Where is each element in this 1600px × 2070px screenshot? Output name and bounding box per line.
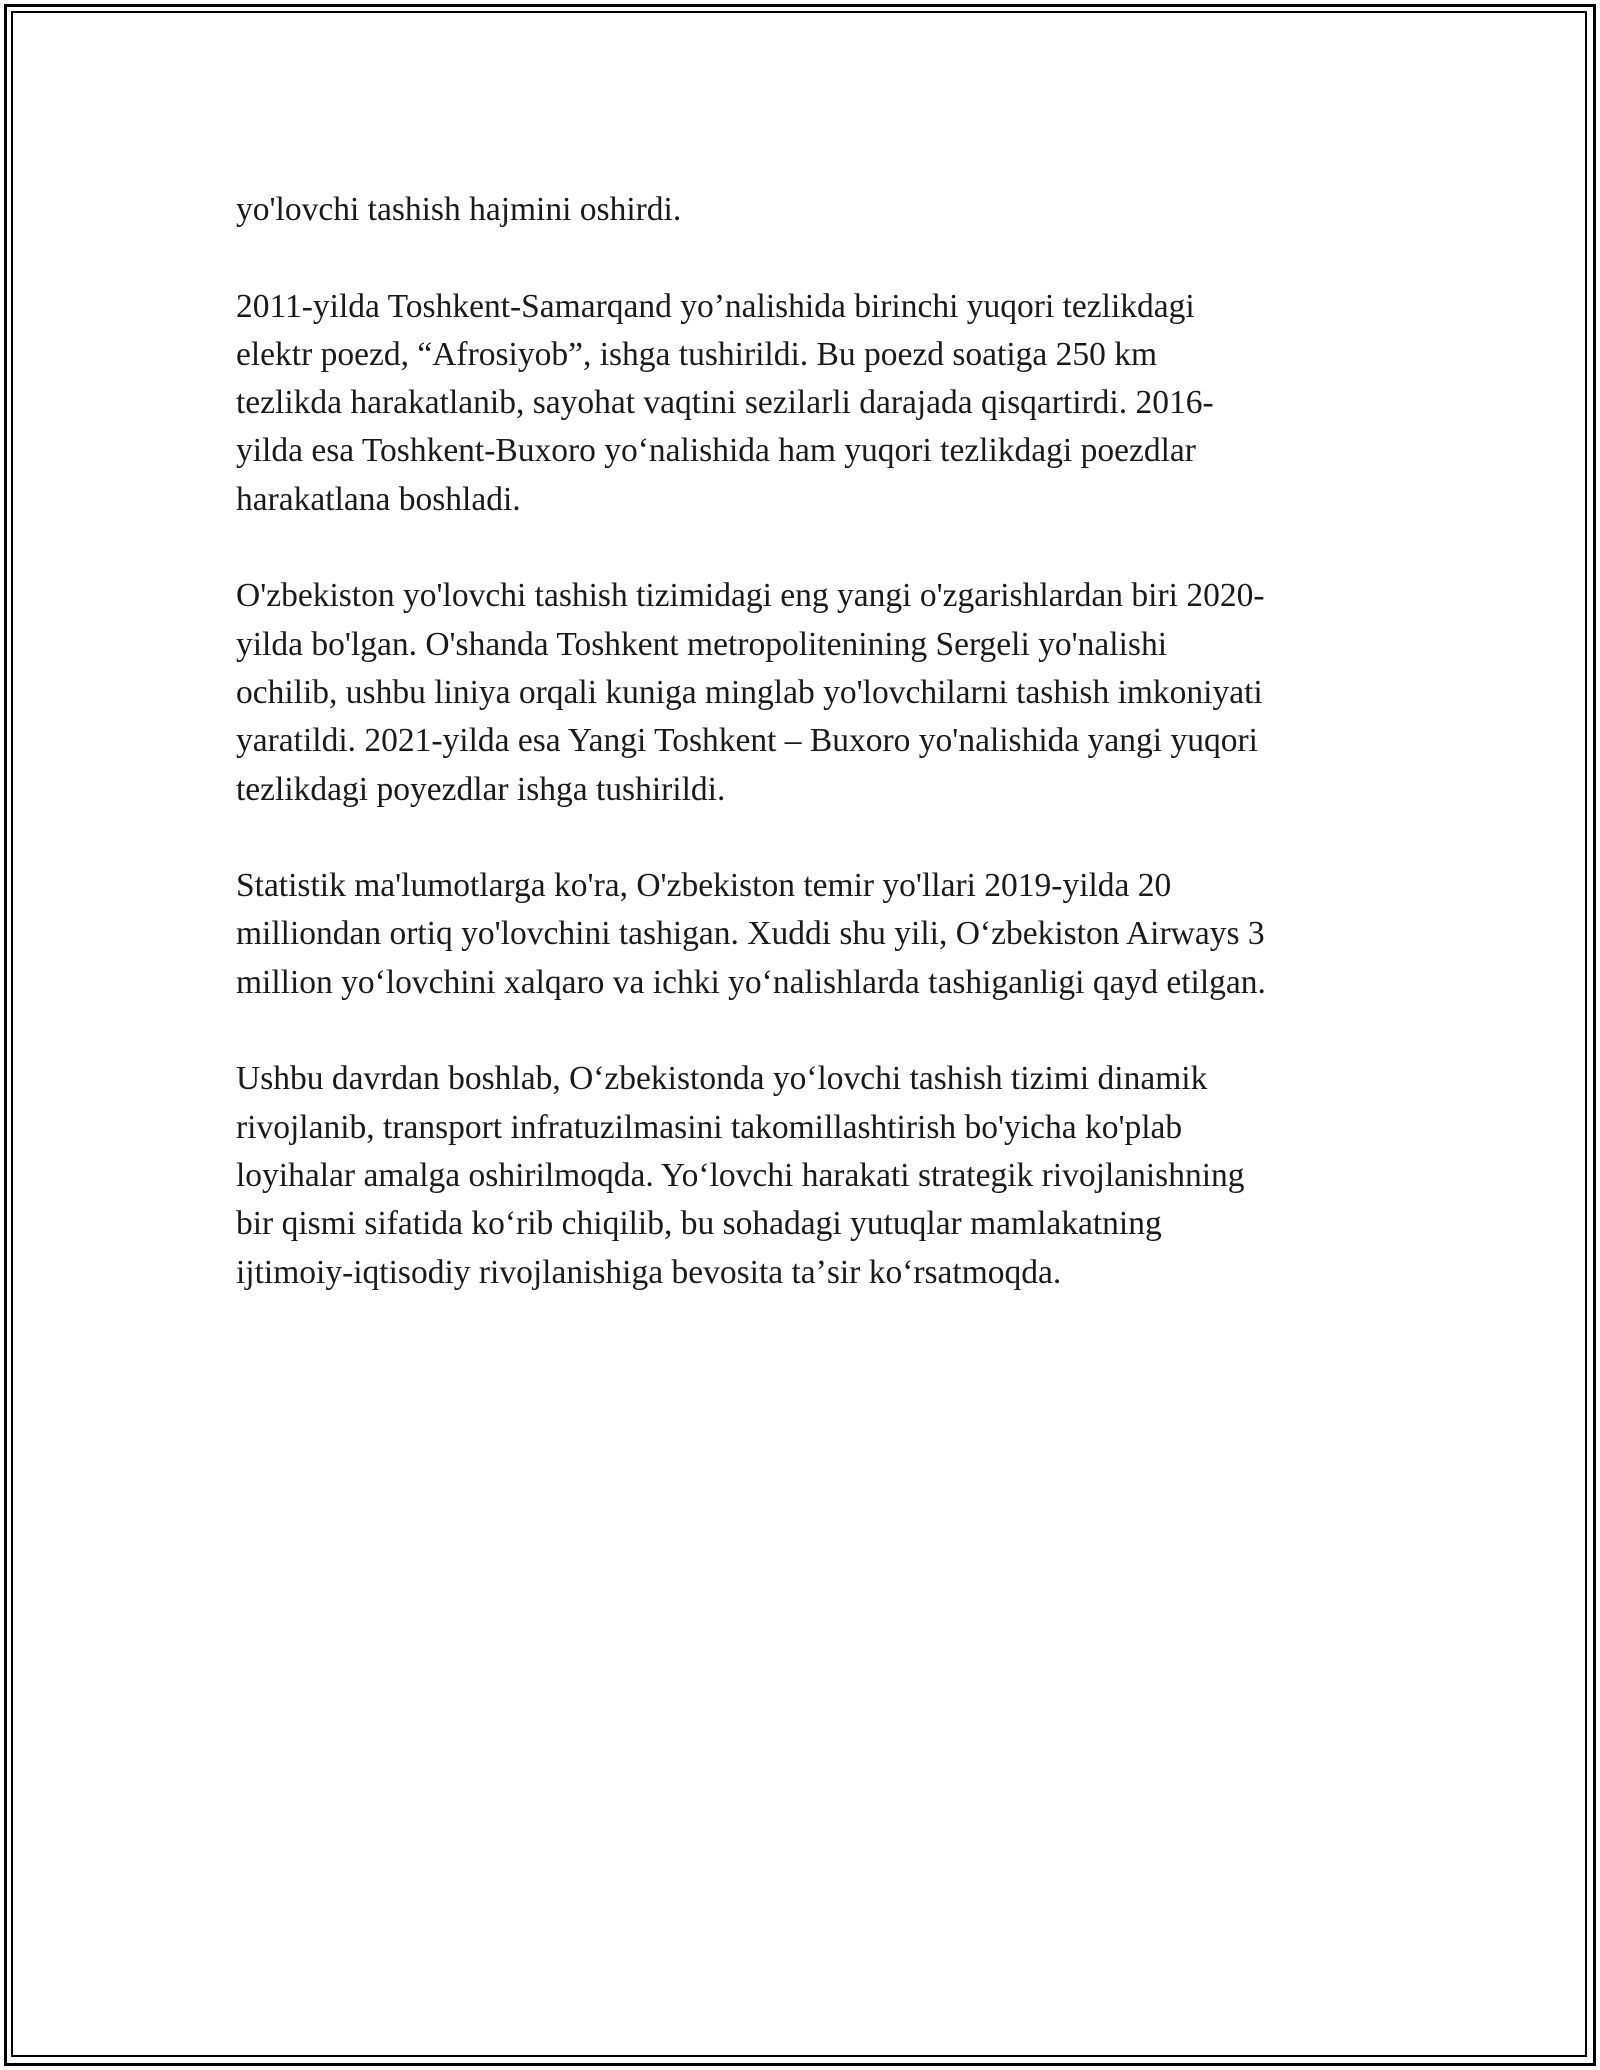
paragraph-5: Ushbu davrdan boshlab, Oʻzbekistonda yoʻlovchi tashish tizimi dinamik rivojlanib, transport infratuzilmasini takomillashtirish bo'yicha ko'plab loyihalar amalga oshirilmoqda. Yoʻlovchi harakati strategik rivojlanishning bir qismi sifatida koʻrib chiqilib, bu sohadagi yutuqlar mamlakatning ijtimoiy-iqtisodiy rivojlanishiga bevosita taʼsir koʻrsatmoqda.: [236, 1060, 1245, 1291]
paragraph-2: 2011-yilda Toshkent-Samarqand yo’nalishida birinchi yuqori tezlikdagi elektr poezd, “Afrosiyob”, ishga tushirildi. Bu poezd soatiga 250 km tezlikda harakatlanib, sayohat vaqtini sezilarli darajada qisqartirdi. 2016- yilda esa Toshkent-Buxoro yoʻnalishida ham yuqori tezlikdagi poezdlar harakatlana boshladi.: [236, 287, 1214, 518]
paragraph-4: Statistik ma'lumotlarga ko'ra, O'zbekiston temir yo'llari 2019-yilda 20 milliondan ortiq yo'lovchini tashigan. Xuddi shu yili, Oʻzbekiston Airways 3 million yoʻlovchini xalqaro va ichki yoʻnalishlarda tashiganligi qayd etilgan.: [236, 867, 1266, 1001]
paragraph-3: O'zbekiston yo'lovchi tashish tizimidagi eng yangi o'zgarishlardan biri 2020- yilda bo'lgan. O'shanda Toshkent metropolitenining Sergeli yo'nalishi ochilib, ushbu liniya orqali kuniga minglab yo'lovchilarni tashish imkoniyati yaratildi. 2021-yilda esa Yangi Toshkent – Buxoro yo'nalishida yangi yuqori tezlikdagi poyezdlar ishga tushirildi.: [236, 577, 1265, 808]
paragraph-1: yo'lovchi tashish hajmini oshirdi.: [236, 191, 682, 228]
document-body: [236, 186, 1366, 1345]
